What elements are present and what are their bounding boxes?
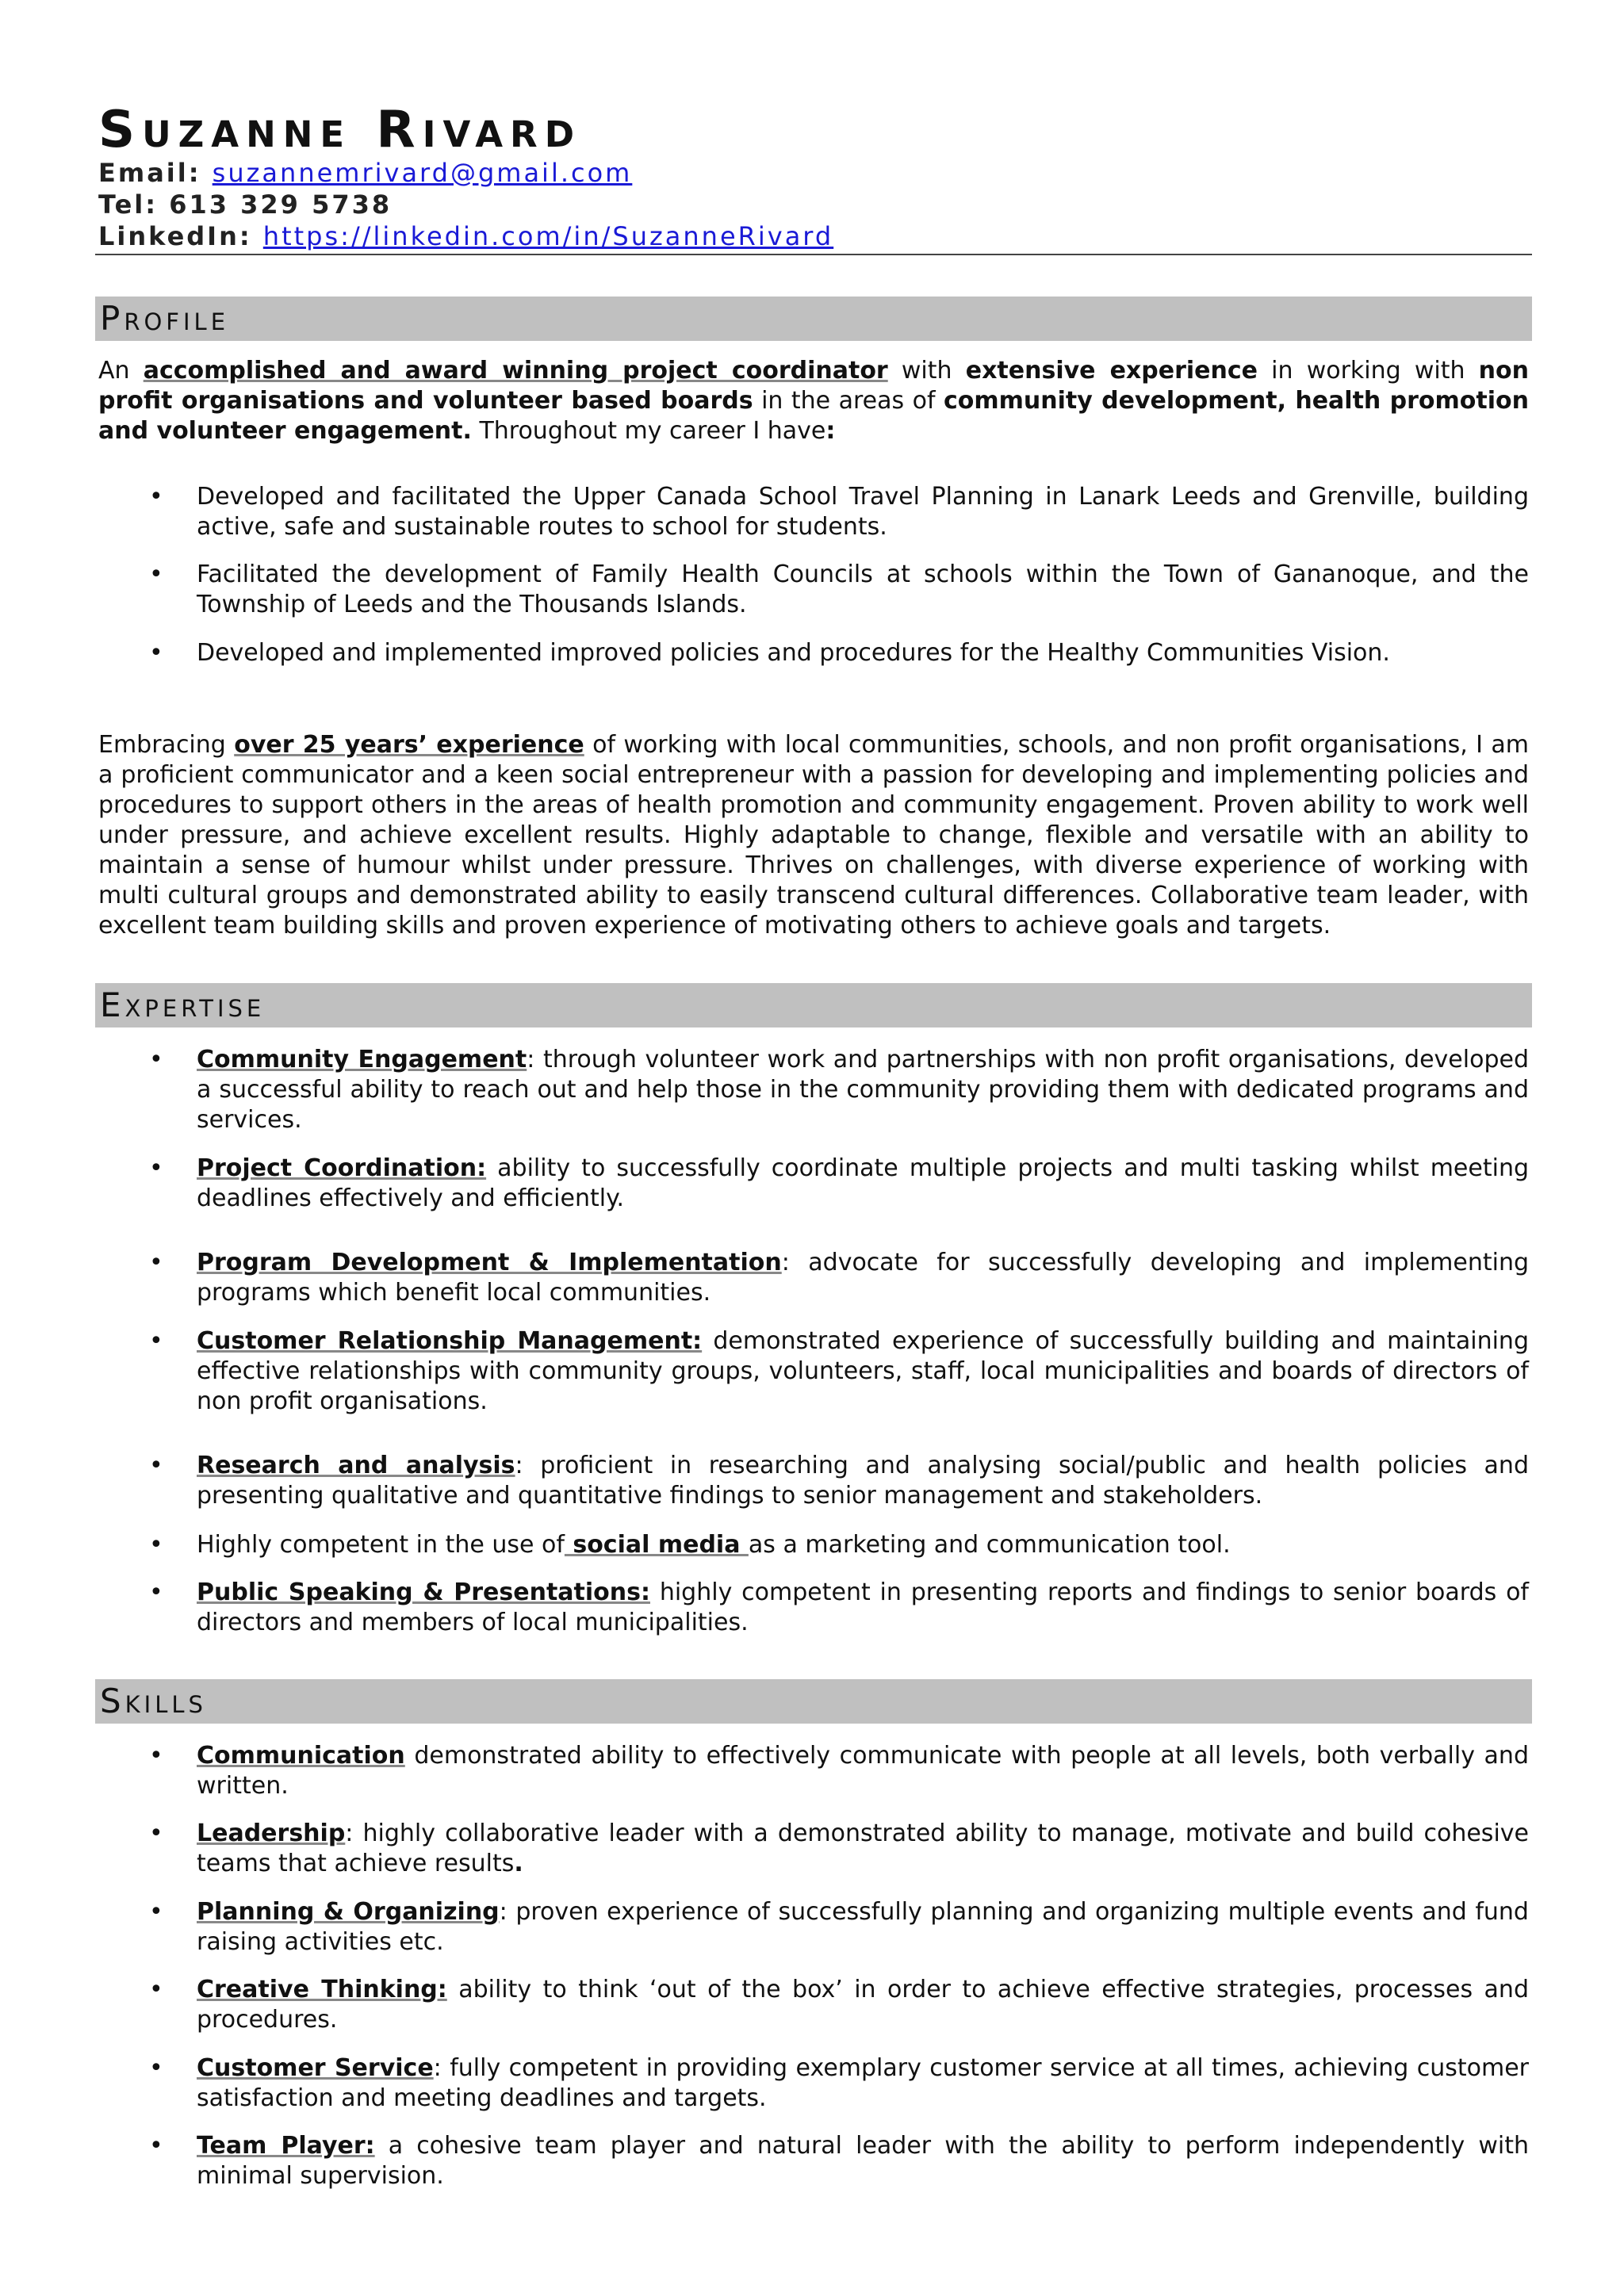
bullet-icon: • (149, 2054, 163, 2082)
candidate-name: Suzanne Rivard (98, 101, 582, 159)
phone-line (98, 189, 392, 220)
section-header-profile (95, 297, 1532, 341)
bullet-icon: • (149, 1046, 163, 1073)
section-header-expertise (95, 983, 1532, 1027)
email-line (98, 157, 632, 189)
bullet-icon: • (149, 1249, 163, 1276)
list-item: • Community Engagement: through volunteer work and partnerships with non profit organisations, developed a successful ability to reach out and help those in the community providing them with dedicated programs and services. (149, 1046, 1529, 1134)
email-link[interactable]: suzannemrivard@gmail.com (212, 158, 633, 188)
list-item: • Public Speaking & Presentations: highly competent in presenting reports and findings to senior boards of directors and members of local municipalities. (149, 1578, 1529, 1636)
list-item: • Developed and facilitated the Upper Canada School Travel Planning in Lanark Leeds and Grenville, building active, safe and sustainable routes to school for students. (149, 483, 1529, 541)
bullet-icon: • (149, 1531, 163, 1559)
list-item: • Team Player: a cohesive team player and natural leader with the ability to perform independently with minimal supervision. (149, 2132, 1530, 2190)
list-item: • Project Coordination: ability to successfully coordinate multiple projects and multi tasking whilst meeting deadlines effectively and efficiently. (149, 1154, 1529, 1212)
header-divider (95, 254, 1532, 255)
list-item: • Highly competent in the use of social media as a marketing and communication tool. (149, 1531, 1231, 1559)
bullet-icon: • (149, 483, 163, 511)
list-item: • Leadership: highly collaborative leader with a demonstrated ability to manage, motivate and build cohesive teams that achieve results. (149, 1820, 1529, 1877)
bullet-icon: • (149, 1154, 163, 1182)
linkedin-label: LinkedIn: (98, 221, 263, 251)
profile-summary: Embracing over 25 years’ experience of working with local communities, schools, and non profit organisations, I am a proficient communicator and a keen social entrepreneur with a passion for developing and implementing policies and procedures to support others in the areas of health promotion and community engagement. Proven ability to work well under pressure, and achieve excellent results. Highly adaptable to change, flexible and versatile with an ability to maintain a sense of humour whilst under pressure. Thrives on challenges, with diverse experience of working with multi cultural groups and demonstrated ability to easily transcend cultural differences. Collaborative team leader, with excellent team building skills and proven experience of motivating others to achieve goals and targets. (98, 731, 1529, 939)
section-title-expertise: Expertise (100, 985, 266, 1024)
bullet-icon: • (149, 561, 163, 588)
bullet-icon: • (149, 1327, 163, 1355)
bullet-icon: • (149, 1452, 163, 1479)
email-label: Email: (98, 158, 213, 188)
bullet-icon: • (149, 1976, 163, 2003)
bullet-icon: • (149, 1898, 163, 1926)
section-title-skills: Skills (100, 1682, 207, 1720)
bullet-icon: • (149, 639, 163, 667)
list-item: • Creative Thinking: ability to think ‘out of the box’ in order to achieve effective strategies, processes and procedures. (149, 1976, 1529, 2034)
linkedin-link[interactable]: https://linkedin.com/in/SuzanneRivard (262, 221, 834, 251)
list-item: • Program Development & Implementation: advocate for successfully developing and implementing programs which benefit local communities. (149, 1249, 1529, 1307)
list-item: • Facilitated the development of Family Health Councils at schools within the Town of Gananoque, and the Township of Leeds and the Thousands Islands. (149, 561, 1529, 618)
bullet-icon: • (149, 1578, 163, 1606)
profile-intro: An accomplished and award winning project coordinator with extensive experience in working with non profit organisations and volunteer based boards in the areas of community development, health promotion and volunteer engagement. Throughout my career I have: (98, 357, 1529, 445)
linkedin-line (98, 220, 833, 252)
list-item: • Planning & Organizing: proven experience of successfully planning and organizing multiple events and fund raising activities etc. (149, 1898, 1529, 1956)
section-title-profile: Profile (100, 299, 230, 338)
section-header-skills (95, 1679, 1532, 1724)
bullet-icon: • (149, 1742, 163, 1770)
phone-number: 613 329 5738 (169, 189, 393, 220)
list-item: • Customer Relationship Management: demonstrated experience of successfully building and maintaining effective relationships with community groups, volunteers, staff, local municipalities and boards of directors of non profit organisations. (149, 1327, 1529, 1415)
list-item: • Communication demonstrated ability to effectively communicate with people at all levels, both verbally and written. (149, 1742, 1529, 1800)
phone-label: Tel: (98, 189, 170, 220)
bullet-icon: • (149, 2132, 163, 2160)
list-item: • Developed and implemented improved policies and procedures for the Healthy Communities Vision. (149, 639, 1390, 667)
list-item: • Research and analysis: proficient in researching and analysing social/public and health policies and presenting qualitative and quantitative findings to senior management and stakeholders. (149, 1452, 1529, 1510)
list-item: • Customer Service: fully competent in providing exemplary customer service at all times, achieving customer satisfaction and meeting deadlines and targets. (149, 2054, 1529, 2112)
bullet-icon: • (149, 1820, 163, 1847)
